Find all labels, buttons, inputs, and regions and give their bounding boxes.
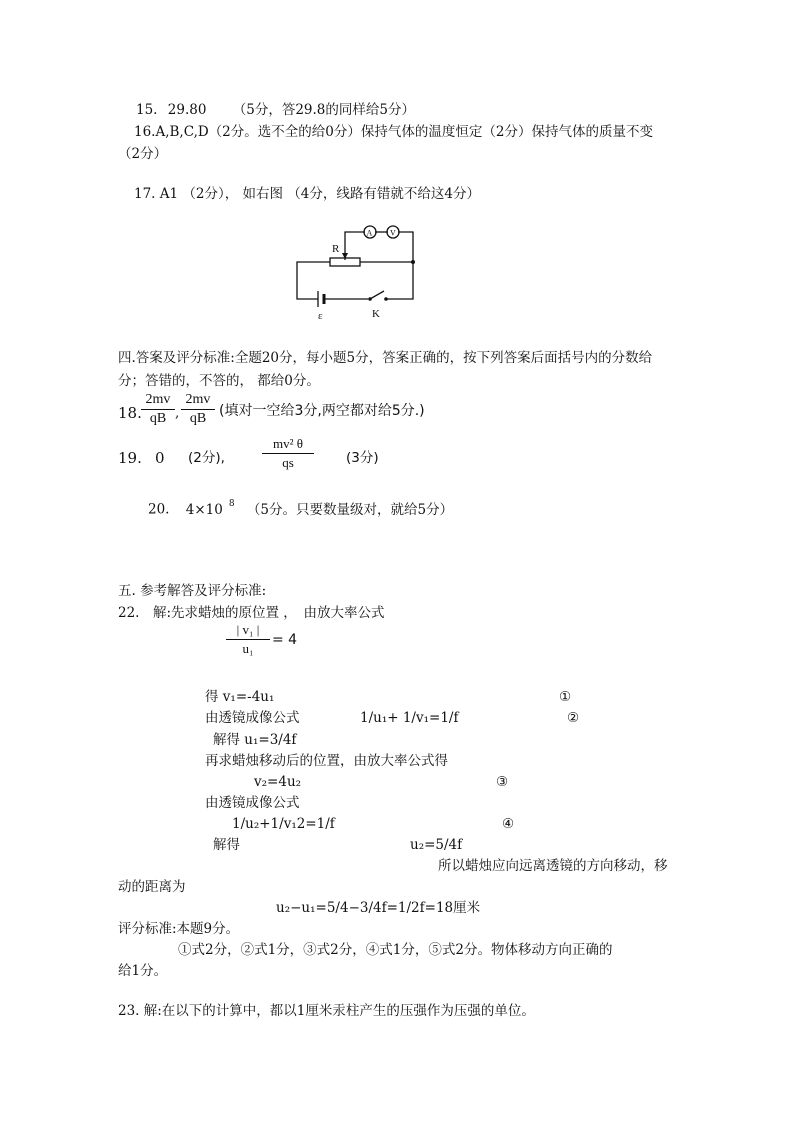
q16-line1: 16.A,B,C,D（2分。选不全的给0分）保持气体的温度恒定（2分）保持气体的质量不变 <box>134 124 653 140</box>
circuit-wire-bottom-right <box>386 262 413 299</box>
q22-marker-2: ② <box>567 710 580 726</box>
switch-contact-right <box>384 297 388 301</box>
circuit-wire-bottom-left <box>297 295 318 299</box>
q22-step10: 动的距离为 <box>118 879 186 895</box>
q19-number: 19. <box>118 449 142 467</box>
emf-label: ε <box>318 310 323 320</box>
q18-fraction-2 <box>181 392 215 427</box>
q22-step8-label: 解得 <box>213 837 240 853</box>
q22-step6: 由透镜成像公式 <box>205 795 300 811</box>
q19-answer-1: 0 <box>155 449 165 467</box>
q22-scoring-title: 评分标准:本题9分。 <box>118 921 240 937</box>
q19-frac-denominator: qs <box>282 455 294 470</box>
q20-exponent: 8 <box>228 499 235 509</box>
q16-line2: （2分） <box>118 146 168 162</box>
q18-note: (填对一空给3分,两空都对给5分.) <box>219 403 425 419</box>
q19-score-1: (2分), <box>188 450 225 466</box>
q22-marker-3: ③ <box>496 774 509 790</box>
voltmeter-label: V <box>390 228 396 238</box>
q22-scoring-detail: ①式2分，②式1分，③式2分，④式1分，⑤式2分。物体移动方向正确的 <box>178 942 613 958</box>
q15-number: 15. <box>136 102 158 118</box>
q22-step2-label: 由透镜成像公式 <box>205 710 300 726</box>
q19-fraction <box>262 436 314 471</box>
q22-magnification-fraction <box>226 622 270 657</box>
q22-step3: 解得 u₁=3/4f <box>213 732 297 748</box>
circuit-diagram <box>290 220 430 320</box>
q20-line <box>148 497 453 519</box>
q15-line <box>136 101 415 119</box>
q15-answer: 29.80 <box>167 102 207 118</box>
q19-score-2: (3分) <box>346 450 379 466</box>
q18-frac2-numerator: 2mv <box>185 392 211 407</box>
q20-answer: 4×10 <box>185 501 223 518</box>
switch-lever <box>370 291 384 299</box>
q22-step9: 所以蜡烛应向远离透镜的方向移动，移 <box>438 858 668 874</box>
q22-frac-numerator: | v₁ | <box>236 622 260 637</box>
sec4-line1: 四.答案及评分标准:全题20分，每小题5分，答案正确的，按下列答案后面括号内的分数给 <box>118 350 653 366</box>
q18-fraction-1 <box>141 392 175 427</box>
q22-step5: v₂=4u₂ <box>254 774 302 790</box>
ammeter-label: A <box>366 228 373 238</box>
q22-step4: 再求蜡烛移动后的位置，由放大率公式得 <box>205 753 448 769</box>
q22-step11: u₂−u₁=5/4−3/4f=1/2f=18厘米 <box>276 900 481 916</box>
q23-line: 23. 解:在以下的计算中，都以1厘米汞柱产生的压强作为压强的单位。 <box>118 1003 535 1019</box>
q15-note: （5分，答29.8的同样给5分） <box>232 102 415 118</box>
resistor-label: R <box>332 243 340 255</box>
circuit-wire-top-right <box>398 232 413 262</box>
q19-frac-numerator: mv² θ <box>273 436 303 451</box>
switch-label: K <box>372 308 380 320</box>
q22-step2-formula: 1/u₁+ 1/v₁=1/f <box>360 710 459 726</box>
q22-frac-denominator: u₁ <box>242 641 254 656</box>
q18-frac1-denominator: qB <box>149 411 167 426</box>
q22-step8-result: u₂=5/4f <box>410 837 463 853</box>
q22-marker-4: ④ <box>502 816 515 832</box>
q22-heading: 22. 解:先求蜡烛的原位置 ， 由放大率公式 <box>118 605 385 621</box>
junction-dot <box>411 260 415 264</box>
q17-line: 17. A1 （2分）， 如右图 （4分，线路有错就不给这4分） <box>134 186 480 202</box>
circuit-wire-left <box>297 262 330 295</box>
sec5-title: 五. 参考解答及评分标准: <box>118 583 267 599</box>
q22-scoring-detail-2: 给1分。 <box>118 963 168 979</box>
q18-frac2-denominator: qB <box>189 411 207 426</box>
sec4-line2: 分；答错的，不答的， 都给0分。 <box>118 373 320 389</box>
q22-marker-1: ① <box>559 689 572 705</box>
q20-number: 20. <box>148 501 170 518</box>
q18-number: 18. <box>118 404 142 422</box>
q22-frac-rhs: = 4 <box>272 632 298 648</box>
q22-step1: 得 v₁=-4u₁ <box>205 689 275 705</box>
circuit-wire-top-left <box>345 232 365 260</box>
q18-frac1-numerator: 2mv <box>145 392 171 407</box>
q20-note: （5分。只要数量级对，就给5分） <box>246 501 454 518</box>
q22-step7: 1/u₂+1/v₁2=1/f <box>232 816 335 832</box>
switch-contact-left <box>368 297 372 301</box>
q18-separator: , <box>175 405 180 421</box>
